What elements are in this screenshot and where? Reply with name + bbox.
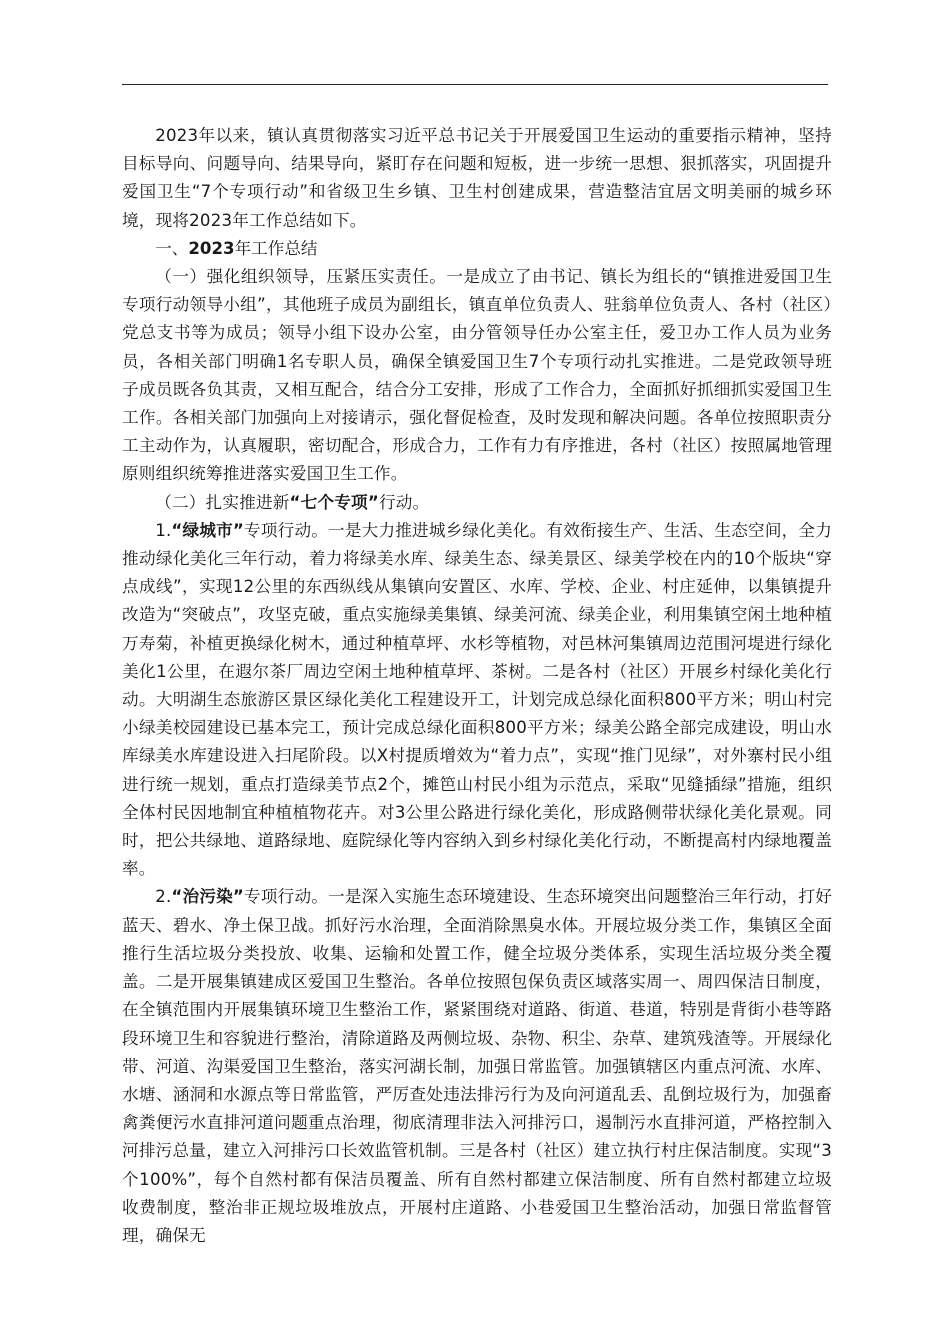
header-rule <box>122 84 828 85</box>
section-prefix: 一、 <box>155 238 189 258</box>
sub2-prefix: （二）扎实推进新 <box>155 492 290 512</box>
item2-text: 专项行动。一是深入实施生态环境建设、生态环境突出问题整治三年行动，打好蓝天、碧水、净土保卫战。抓好污水治理，全面消除黑臭水体。开展垃圾分类工作，集镇区全面推行生活垃圾分类投放、收集、运输和处置工作，健全垃圾分类体系，实现生活垃圾分类全覆盖。二是开展集镇建成区爱国卫生整治。各单位按照包保负责区域落实周一、周四保洁日制度，在全镇范围内开展集镇环境卫生整治工作，紧紧围绕对道路、街道、巷道，特别是背街小巷等路段环境卫生和容貌进行整治，清除道路及两侧垃圾、杂物、积尘、杂草、建筑残渣等。开展绿化带、河道、沟渠爱国卫生整治，落实河湖长制，加强日常监管。加强镇辖区内重点河流、水库、水塘、涵洞和水源点等日常监管，严厉查处违法排污行为及向河道乱丢、乱倒垃圾行为，加强畜禽粪便污水直排河道问题重点治理，彻底清理非法入河排污口，遏制污水直排河道，严格控制入河排污总量，建立入河排污口长效监管机制。三是各村（社区）建立执行村庄保洁制度。实现“3个100%”，每个自然村都有保洁员覆盖、所有自然村都建立保洁制度、所有自然村都建立垃圾收费制度，整治非正规垃圾堆放点，开展村庄道路、小巷爱国卫生整治活动，加强日常监督管理，确保无 <box>122 887 833 1245</box>
item1-text: 专项行动。一是大力推进城乡绿化美化。有效衔接生产、生活、生态空间，全力推动绿化美化三年行动，着力将绿美水库、绿美生态、绿美景区、绿美学校在内的10个版块“穿点成线”，实现12公里的东西纵线从集镇向安置区、水库、学校、企业、村庄延伸，以集镇提升改造为“突破点”，攻坚克破，重点实施绿美集镇、绿美河流、绿美企业，利用集镇空闲土地种植万寿菊，补植更换绿化树木，通过种植草坪、水杉等植物，对邑林河集镇周边范围河堤进行绿化美化1公里，在遐尔茶厂周边空闲土地种植草坪、茶树。二是各村（社区）开展乡村绿化美化行动。大明湖生态旅游区景区绿化美化工程建设开工，计划完成总绿化面积800平方米；明山村完小绿美校园建设已基本完工，预计完成总绿化面积800平方米；绿美公路全部完成建设，明山水库绿美水库建设进入扫尾阶段。以X村提质增效为“着力点”，实现“推门见绿”，对外寨村民小组进行统一规划，重点打造绿美节点2个，摊笆山村民小组为示范点，采取“见缝插绿”措施，组织全体村民因地制宜种植植物花卉。对3公里公路进行绿化美化，形成路侧带状绿化美化景观。同时，把公共绿地、道路绿地、庭院绿化等内容纳入到乡村绿化美化行动，不断提高村内绿地覆盖率。 <box>122 520 833 879</box>
sub2-bold: “七个专项” <box>289 492 379 512</box>
document-body <box>122 122 832 1250</box>
item1-prefix: 1. <box>155 520 172 540</box>
subsection-1-paragraph: （一）强化组织领导，压紧压实责任。一是成立了由书记、镇长为组长的“镇推进爱国卫生专项行动领导小组”，其他班子成员为副组长，镇直单位负责人、驻翁单位负责人、各村（社区）党总支书等为成员；领导小组下设办公室，由分管领导任办公室主任，爱卫办工作人员为业务员，各相关部门明确1名专职人员，确保全镇爱国卫生7个专项行动扎实推进。二是党政领导班子成员既各负其责，又相互配合，结合分工安排，形成了工作合力，全面抓好抓细抓实爱国卫生工作。各相关部门加强向上对接请示，强化督促检查，及时发现和解决问题。各单位按照职责分工主动作为，认真履职，密切配合，形成合力，工作有力有序推进，各村（社区）按照属地管理原则组织统筹推进落实爱国卫生工作。 <box>122 267 832 484</box>
item2-prefix: 2. <box>155 887 172 907</box>
section-year: 2023 <box>188 238 235 258</box>
section-heading-1 <box>122 235 832 263</box>
intro-paragraph: 2023年以来，镇认真贯彻落实习近平总书记关于开展爱国卫生运动的重要指示精神，坚持目标导向、问题导向、结果导向，紧盯存在问题和短板，进一步统一思想、狠抓落实，巩固提升爱国卫生“7个专项行动”和省级卫生乡镇、卫生村创建成果，营造整洁宜居文明美丽的城乡环境，现将2023年工作总结如下。 <box>122 126 832 230</box>
section-suffix: 年工作总结 <box>234 238 318 258</box>
item-1-paragraph <box>122 517 832 884</box>
item2-bold: “治污染” <box>171 887 245 907</box>
item1-bold: “绿城市” <box>171 520 245 540</box>
sub2-suffix: 行动。 <box>378 492 430 512</box>
subsection-2-heading <box>122 489 832 517</box>
item-2-paragraph <box>122 883 832 1250</box>
